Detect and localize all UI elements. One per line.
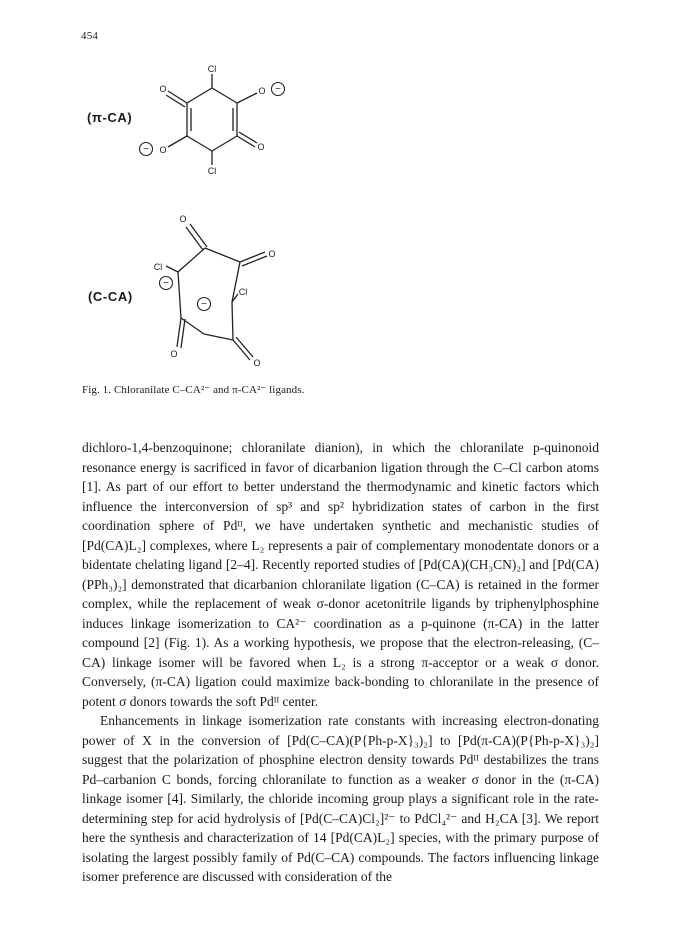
pi-minus-2: − (143, 144, 149, 155)
page-number: 454 (81, 30, 99, 42)
paragraph-2: Enhancements in linkage isomerization rate constants with increasing electron-donating power of X in the conversion of [Pd(C–CA)(P{Ph-p-X}₃)₂] to [Pd(π-CA)(P{Ph-p-X}₃)₂] suggest that the polarization of phosphine electron density towards Pdᴵᴵ destabilizes the trans Pd–carbanion C bonds, forcing chloranilate to function as a weaker σ donor in the (π-CA) linkage isomer [4]. Similarly, the chloride incoming group plays a significant role in the rate-determining step for acid hydrolysis of [Pd(C–CA)Cl₂]²⁻ to PdCl₄²⁻ and H₂CA [3]. We report here the synthesis and characterization of 14 [Pd(CA)L₂] species, with the primary purpose of isolating the largest possibly family of Pd(C–CA) compounds. The factors influencing linkage isomer preference are discussed with consideration of the (82, 713, 599, 884)
c-o-top: O (179, 214, 187, 224)
paragraph-1: dichloro-1,4-benzoquinone; chloranilate dianion), in which the chloranilate p-quinonoid resonance energy is sacrificed in favor of dicarbanion ligation through the C–Cl carbon atoms [1]. As part of our effort to better understand the thermodynamic and kinetic factors which influence the interconversion of sp³ and sp² hybridization states of carbon in the first coordination sphere of Pdᴵᴵ, we have undertaken synthetic and mechanistic studies of [Pd(CA)L₂] complexes, where L₂ represents a pair of complementary monodentate donors or a bidentate chelating ligand [2–4]. Recently reported studies of [Pd(CA)(CH₃CN)₂] and [Pd(CA)(PPh₃)₂] demonstrated that dicarbanion chloranilate ligation (C–CA) is retained in the former complex, while the replacement of weak σ-donor acetonitrile ligands by triphenylphosphine induces linkage isomerization to CA²⁻ coordination as a p-quinone (π-CA) in the latter compound [2] (Fig. 1). As a working hypothesis, we propose that the electron-releasing, (C–CA) linkage isomer will be favored when L₂ is a strong π-acceptor or a weak σ donor. Conversely, (π-CA) ligation could maximize back-bonding to chloranilate in the presence of potent σ donors towards the soft Pdᴵᴵ center. (82, 440, 599, 709)
c-o-lower-right: O (253, 358, 261, 368)
c-minus-1: − (163, 278, 169, 289)
pi-cl-top: Cl (207, 64, 217, 74)
c-minus-2: − (201, 299, 207, 310)
c-o-lower-left: O (170, 349, 178, 359)
c-ca-structure (166, 224, 267, 360)
label-pi-ca: (π-CA) (87, 110, 133, 125)
figure-chloranilate (0, 0, 680, 400)
pi-ca-structure (166, 74, 257, 165)
pi-o-lower-left: O (159, 145, 167, 155)
structure-diagrams (0, 0, 680, 400)
pi-o-upper-left: O (159, 84, 167, 94)
label-c-ca: (C-CA) (88, 289, 133, 304)
figure-caption: Fig. 1. Chloranilate C–CA²⁻ and π-CA²⁻ ligands. (82, 384, 305, 396)
c-cl-right: Cl (238, 287, 248, 297)
c-o-right: O (268, 249, 276, 259)
c-cl-left: Cl (153, 262, 163, 272)
pi-o-upper-right: O (258, 86, 266, 96)
pi-cl-bottom: Cl (207, 166, 217, 176)
body-text (82, 438, 599, 887)
pi-o-lower-right: O (257, 142, 265, 152)
pi-minus-1: − (275, 84, 281, 95)
